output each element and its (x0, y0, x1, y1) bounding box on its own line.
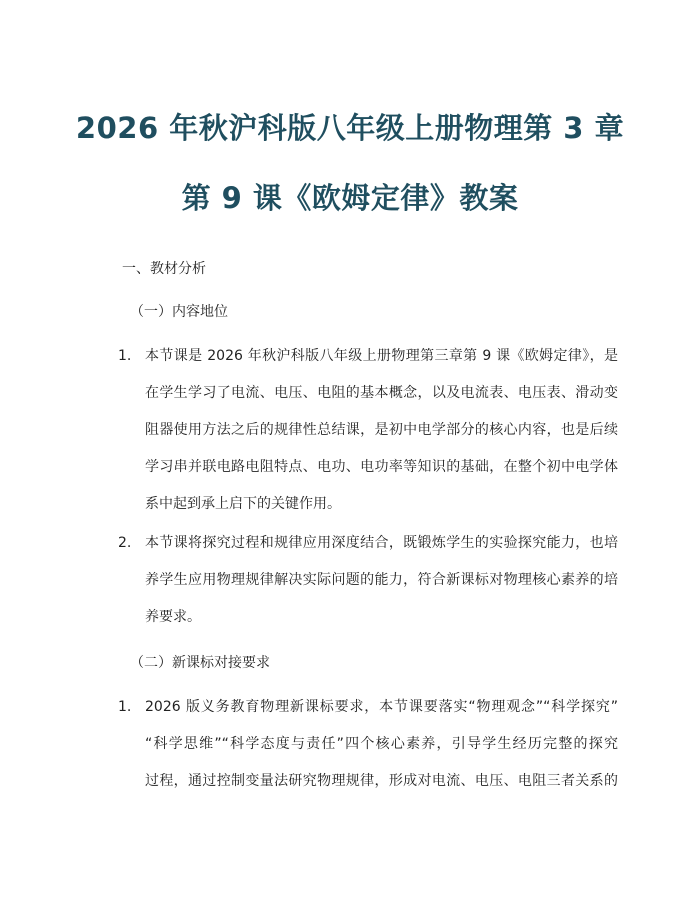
list-item-number: 2. (118, 535, 132, 551)
list-item-text (145, 525, 618, 636)
text-line: “科学思维”“科学态度与责任”四个核心素养，引导学生经历完整的探究 (145, 736, 618, 752)
text-line: 本节课是 2026 年秋沪科版八年级上册物理第三章第 9 课《欧姆定律》，是 (145, 348, 618, 364)
text-line: 在学生学习了电流、电压、电阻的基本概念，以及电流表、电压表、滑动变 (145, 385, 618, 401)
subsection-heading-content-position: （一）内容地位 (130, 304, 228, 320)
subsection-heading-standards: （二）新课标对接要求 (130, 655, 270, 671)
text-line: 过程，通过控制变量法研究物理规律，形成对电流、电压、电阻三者关系的 (145, 773, 618, 789)
text-line: 阻器使用方法之后的规律性总结课，是初中电学部分的核心内容，也是后续 (145, 422, 618, 438)
list-item-text (145, 338, 618, 523)
text-line: 本节课将探究过程和规律应用深度结合，既锻炼学生的实验探究能力，也培 (145, 535, 618, 551)
list-item-number: 1. (118, 348, 132, 364)
section-heading-analysis: 一、教材分析 (122, 261, 206, 277)
text-line: 学习串并联电路电阻特点、电功、电功率等知识的基础，在整个初中电学体 (145, 459, 618, 475)
list-item (118, 689, 618, 800)
list-item (118, 525, 618, 636)
document-title-line-2: 第 9 课《欧姆定律》教案 (181, 181, 519, 215)
list-item-text (145, 689, 618, 800)
list-item-number: 1. (118, 699, 132, 715)
document-title-line-1: 2026 年秋沪科版八年级上册物理第 3 章 (75, 111, 625, 145)
list-item (118, 338, 618, 523)
text-line: 养学生应用物理规律解决实际问题的能力，符合新课标对物理核心素养的培 (145, 572, 618, 588)
text-line: 养要求。 (145, 609, 201, 625)
text-line: 2026 版义务教育物理新课标要求，本节课要落实“物理观念”“科学探究” (145, 699, 618, 715)
text-line: 系中起到承上启下的关键作用。 (145, 496, 341, 512)
